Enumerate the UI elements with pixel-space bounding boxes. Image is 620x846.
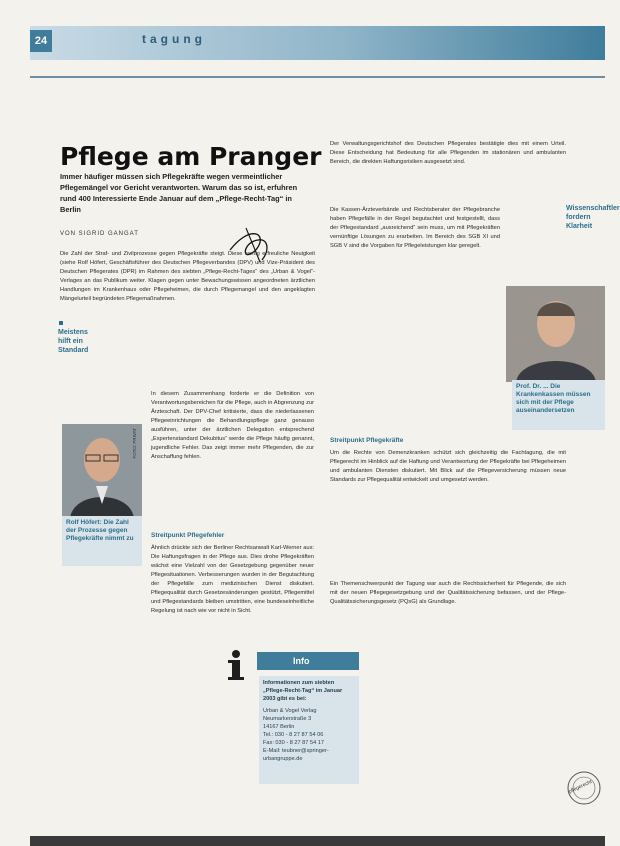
info-title: Info [293, 656, 310, 666]
portrait-photo-right [506, 286, 605, 382]
article-byline: VON SIGRID GANGAT [60, 231, 139, 237]
marginal-note-right: Wissenschaftler fordern Klarheit [566, 205, 620, 230]
photo-caption-right: Prof. Dr. ... Die Krankenkassen müssen sich mit der Pflege auseinandersetzen [512, 380, 605, 430]
seal-text: pflegerecht [567, 779, 593, 795]
portrait-left-icon [62, 424, 142, 518]
subhead-pflegefehler: Streitpunkt Pflegefehler [151, 532, 225, 539]
portrait-photo-left [62, 424, 142, 518]
article-headline: Pflege am Pranger [60, 141, 322, 171]
column1-paragraph-1: Die Zahl der Straf- und Zivilprozesse gegen Pflegekräfte steigt. Diese wenig erfreuliche Neuigkeit (siehe Rolf Höfert, Geschäftsführer des Deutschen Pflegeverbandes (DPV) und Vize-Präsident des Deutschen Pflegerates (DPR) im Rahmen des siebten „Pflege-Recht-Tages“ des „Urban & Vogel“-Verlages an das Publikum weiter. Klagen gegen unter Bewachungswissen angeordneten ärztlichen Handlungen im Krankenhaus oder Pflegeheimen, die durch Pflegemangel und den angeklagten Mängelurteil begründeten Pflegemaßnahmen. [60, 251, 315, 302]
column3-paragraph-1: Der Verwaltungsgerichtshof des Deutschen Pflegerates bestätigte dies mit einem Urteil. Diese Entscheidung hat Bedeutung für alle Pflegenden im stationären und ambulanten Bereich, die direkten Haftungsrisiken ausgesetzt sind. [330, 141, 566, 165]
bottom-rule [30, 836, 605, 846]
photo-caption-left: Rolf Höfert: Die Zahl der Prozesse gegen Pflegekräfte nimmt zu [62, 516, 142, 566]
header-gradient [30, 26, 605, 60]
info-city: 14167 Berlin [263, 724, 295, 730]
section-label: tagung [142, 32, 206, 46]
info-fax: Fax: 030 - 8 27 87 54 17 [263, 740, 324, 746]
page-number: 24 [30, 30, 52, 52]
column2-paragraph-1: Ähnlich drückte sich der Berliner Rechtsanwalt Karl-Werner aus: Die Haftungsfragen in der Pflege aus. Dies drohe Pflegekräften wächst eine Vielzahl von der Gesetzgebung gegenüber neuer Pflegesituationen. Verbesserungen wurden in der Begutachtung der Pflegefälle zum medizinischen Dienst diskutiert. Pflegequalität durch Gesetzesänderungen gestützt, Pflegemittel und Pflegestandards bleiben umstritten, eine bundeseinheitliche Regelung ist nach wie vor nicht in Sicht. [151, 545, 314, 614]
column3-paragraph-4: Ein Themenschwerpunkt der Tagung war auch die Rechtssicherheit für Pflegende, die sich mit der neuen Pflegegesetzgebung und der Qualitätssicherung befassen, und der Pflege-Qualitätssicherungsgesetz (PQsG) als Grundlage. [330, 581, 566, 605]
info-body [259, 676, 359, 784]
column1-paragraph-2: In diesem Zusammenhang forderte er die Definition von Verantwortungsbereichen für die Pflege, auch in Abgrenzung zur Ärzteschaft. Der DPV-Chef kritisierte, dass die niederlassenen Pflegeeinrichtungen die Behandlungspflege ganz genauso ausführen, unter der ärztlichen Delegation entsprechend „Expertenstandard Dekubitus“ werde die Pflege häufig genannt, jugendliche Fehler. Das zeigt immer mehr Pflegenden, die zur Anschaffung fehlen. [151, 391, 314, 460]
bullet-icon [59, 321, 63, 325]
header-rule [30, 76, 605, 78]
portrait-right-icon [506, 286, 605, 382]
info-email: E-Mail: teubner@springer-urbangruppe.de [263, 748, 329, 762]
column3-paragraph-2: Die Kassen-Ärzteverbände und Rechtsberater der Pflegebranche haben Pflegefälle in der Regel begutachtet und festgestellt, dass der Pflegestandard „ausreichend“ sein muss, um mit Pflegekräften vernünftige Lösungen zu erarbeiten. Im Bereich des SGB XI und SGB V sind die Vorgaben für Pflegeleistungen klar geregelt. [330, 207, 500, 249]
photo-credit: FOTO: PRIVAT [132, 428, 137, 459]
info-box [219, 648, 359, 784]
subhead-pflegekraefte: Streitpunkt Pflegekräfte [330, 437, 404, 444]
article-lead: Immer häufiger müssen sich Pflegekräfte wegen vermeintlicher Pflegemängel vor Gericht verantworten. Warum das so ist, erfuhren rund 400 Interessierte Ende Januar auf dem „Pflege-Recht-Tag“ in Berlin [60, 172, 298, 214]
info-icon [219, 648, 253, 682]
info-intro: Informationen zum siebten „Pflege-Recht-Tag“ im Januar 2003 gibt es bei: [263, 680, 343, 702]
info-phone: Tel.: 030 - 8 27 87 54 06 [263, 732, 324, 738]
info-street: Neumarkerstraße 3 [263, 716, 312, 722]
column3-paragraph-3: Um die Rechte von Demenzkranken schützt sich gleichzeitig die Fachtagung, die mit Pflegerecht im Hinblick auf die Haftung und Verantwortung der Pflegekräfte bei Pflegeheimen und ambulanten Diensten diskutiert. Mit Blick auf die Pflegeversicherung müssen neue Standards zur Pflegequalität entwickelt und umgesetzt werden. [330, 450, 566, 483]
marginal-note-left: Meistens hilft ein Standard [58, 329, 89, 354]
header-band [30, 26, 605, 60]
info-publisher: Urban & Vogel Verlag [263, 708, 317, 714]
